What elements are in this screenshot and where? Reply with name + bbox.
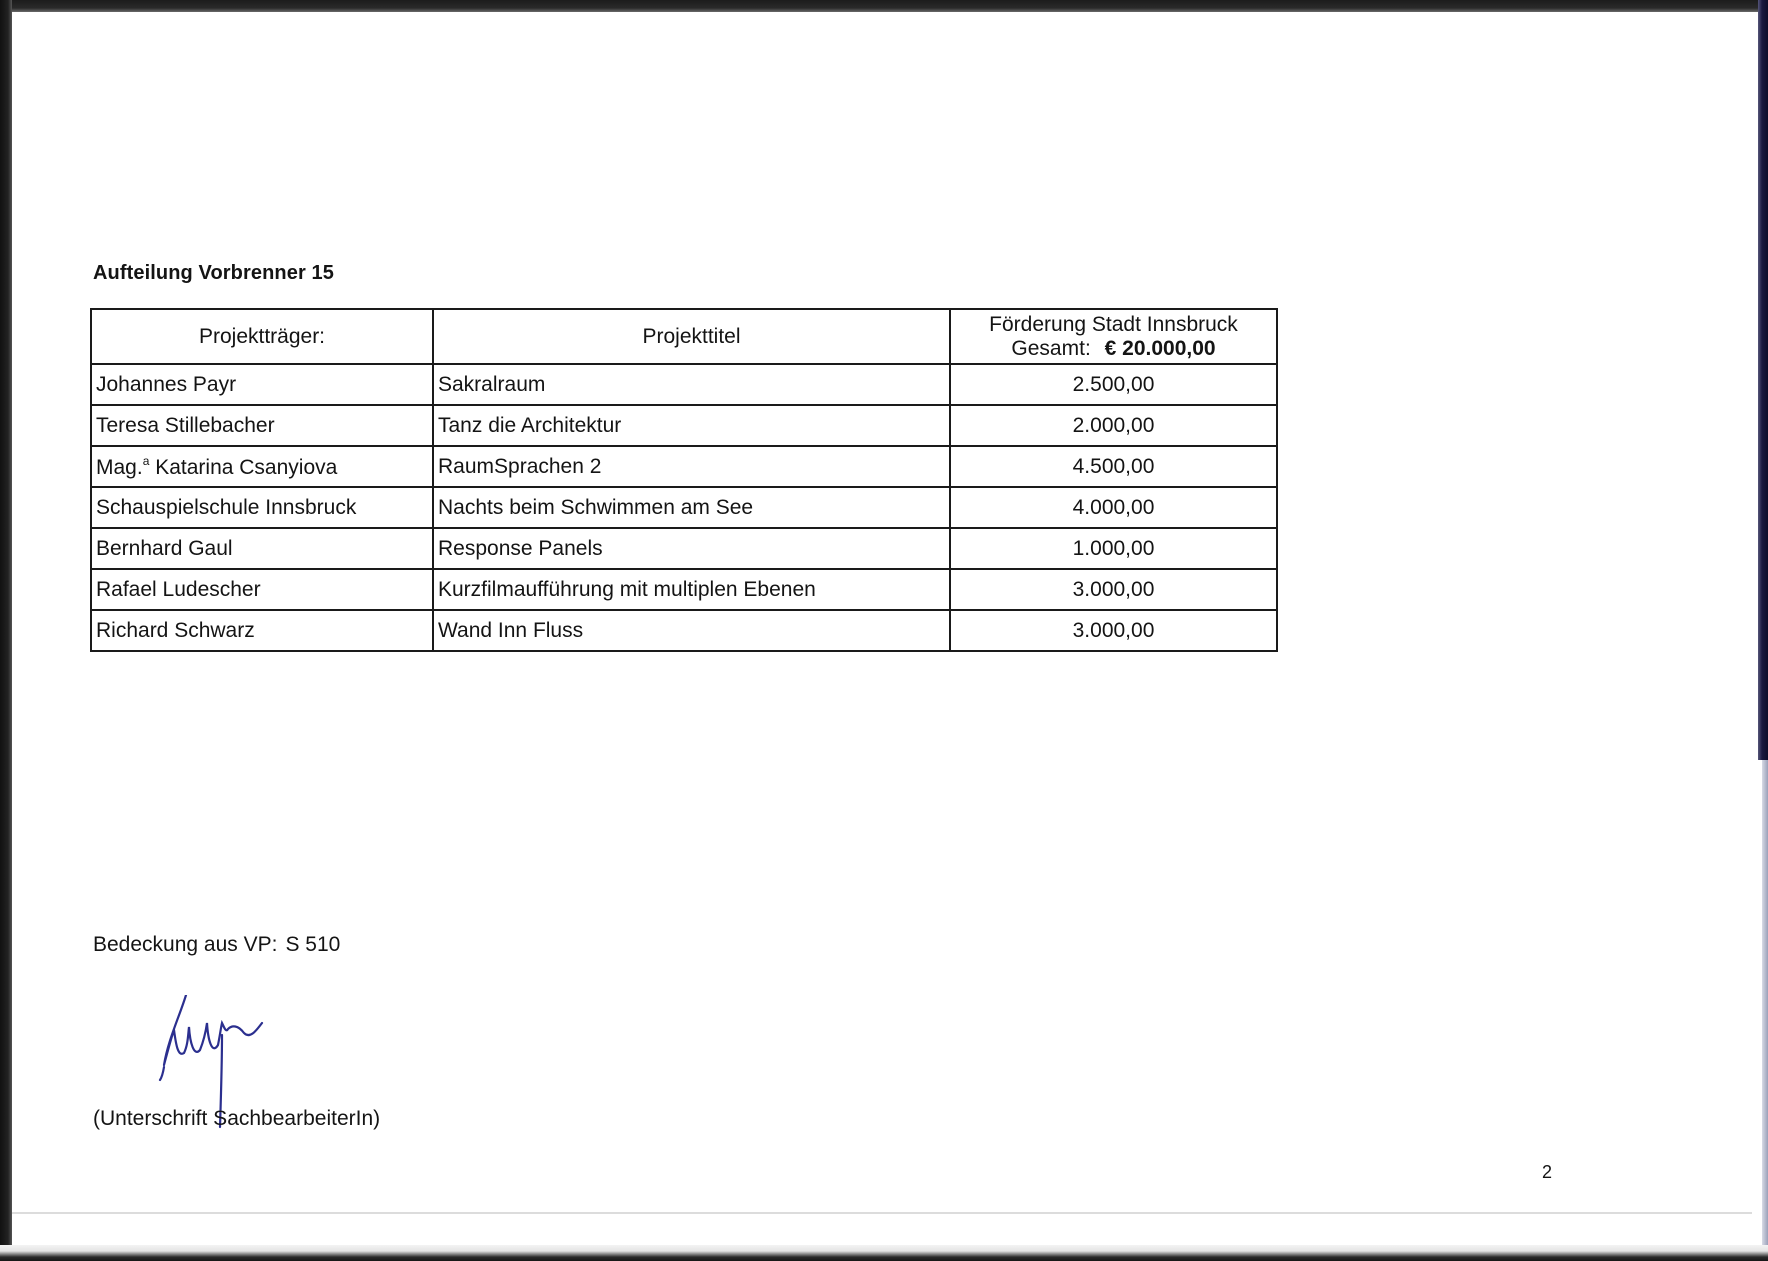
coverage-label: Bedeckung aus VP: bbox=[93, 933, 278, 956]
page-number: 2 bbox=[1542, 1162, 1553, 1182]
coverage-code: S 510 bbox=[285, 933, 341, 956]
row-amount: 4.000,00 bbox=[950, 487, 1277, 528]
scan-border-right bbox=[1758, 0, 1768, 760]
document-title: Aufteilung Vorbrenner 15 bbox=[93, 262, 334, 284]
sponsor-academic-suffix: a bbox=[142, 453, 150, 468]
table-row bbox=[91, 487, 1277, 528]
header-project-title: Projekttitel bbox=[433, 309, 950, 364]
sponsor-academic-prefix: Mag. bbox=[96, 455, 143, 479]
row-project-title: Nachts beim Schwimmen am See bbox=[433, 487, 950, 528]
header-funding-line1: Förderung Stadt Innsbruck bbox=[989, 312, 1238, 336]
table-row bbox=[91, 405, 1277, 446]
signature-caption: (Unterschrift SachbearbeiterIn) bbox=[93, 1107, 381, 1130]
table-row bbox=[91, 610, 1277, 651]
scan-border-bottom bbox=[0, 1245, 1768, 1261]
table-row bbox=[91, 364, 1277, 405]
funding-total-label: Gesamt: bbox=[1011, 336, 1091, 360]
row-amount: 3.000,00 bbox=[950, 569, 1277, 610]
table-row bbox=[91, 446, 1277, 487]
row-sponsor: Schauspielschule Innsbruck bbox=[91, 487, 433, 528]
header-funding bbox=[950, 309, 1277, 364]
scan-border-top bbox=[0, 0, 1768, 12]
header-sponsor: Projektträger: bbox=[91, 309, 433, 364]
row-sponsor: Rafael Ludescher bbox=[91, 569, 433, 610]
row-sponsor: Teresa Stillebacher bbox=[91, 405, 433, 446]
table-row bbox=[91, 528, 1277, 569]
row-amount: 3.000,00 bbox=[950, 610, 1277, 651]
row-amount: 2.000,00 bbox=[950, 405, 1277, 446]
row-sponsor bbox=[91, 446, 433, 487]
row-project-title: RaumSprachen 2 bbox=[433, 446, 950, 487]
row-project-title: Sakralraum bbox=[433, 364, 950, 405]
row-project-title: Tanz die Architektur bbox=[433, 405, 950, 446]
row-amount: 1.000,00 bbox=[950, 528, 1277, 569]
row-amount: 4.500,00 bbox=[950, 446, 1277, 487]
row-amount: 2.500,00 bbox=[950, 364, 1277, 405]
row-sponsor: Johannes Payr bbox=[91, 364, 433, 405]
row-project-title: Kurzfilmaufführung mit multiplen Ebenen bbox=[433, 569, 950, 610]
budget-coverage bbox=[93, 933, 340, 957]
row-sponsor: Bernhard Gaul bbox=[91, 528, 433, 569]
scan-rule-bottom bbox=[12, 1212, 1752, 1214]
row-project-title: Response Panels bbox=[433, 528, 950, 569]
row-sponsor: Richard Schwarz bbox=[91, 610, 433, 651]
table-header-row bbox=[91, 309, 1277, 364]
funding-total-amount: € 20.000,00 bbox=[1104, 336, 1216, 360]
row-project-title: Wand Inn Fluss bbox=[433, 610, 950, 651]
scan-border-left bbox=[0, 0, 12, 1261]
scan-border-right-lower bbox=[1762, 760, 1768, 1261]
funding-table bbox=[90, 308, 1278, 652]
header-funding-line2 bbox=[955, 337, 1272, 361]
table-row bbox=[91, 569, 1277, 610]
sponsor-name: Katarina Csanyiova bbox=[149, 455, 338, 479]
